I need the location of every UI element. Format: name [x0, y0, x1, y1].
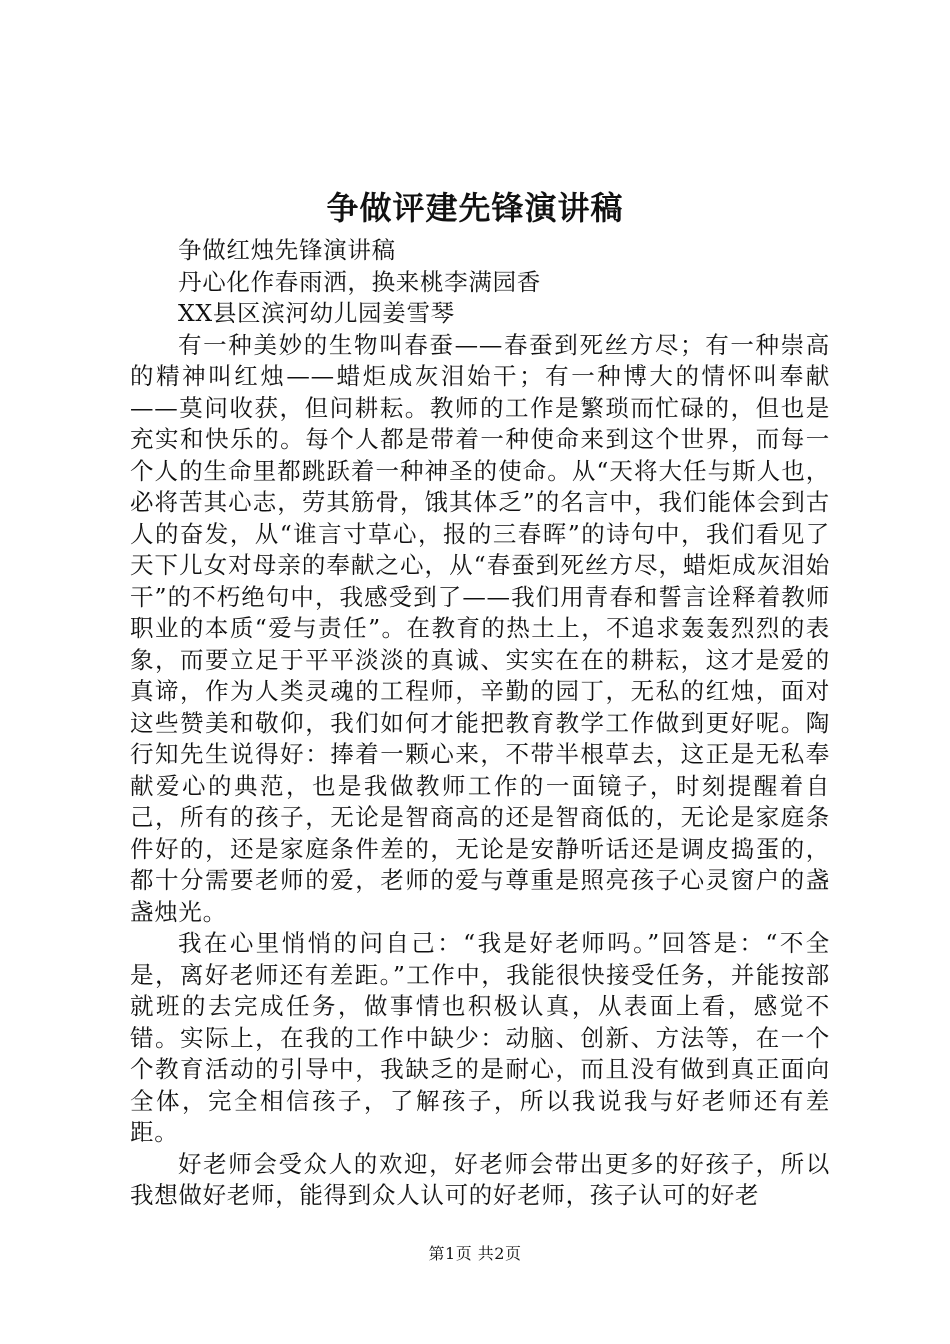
speech-title-line: 争做红烛先锋演讲稿: [178, 236, 396, 264]
speech-subtitle-line: 丹心化作春雨洒，换来桃李满园香: [178, 267, 541, 296]
document-body: [130, 235, 830, 1212]
document-title: 争做评建先锋演讲稿: [326, 189, 624, 227]
paragraph-1: 有一种美妙的生物叫春蚕——春蚕到死丝方尽；有一种崇高的精神叫红烛——蜡炬成灰泪始干；有一种博大的情怀叫奉献——莫问收获，但问耕耘。教师的工作是繁琐而忙碌的，但也是充实和快乐的。每个人都是带着一种使命来到这个世界，而每一个人的生命里都跳跃着一种神圣的使命。从“天将大任与斯人也，必将苦其心志，劳其筋骨，饿其体乏”的名言中，我们能体会到古人的奋发，从“谁言寸草心，报的三春晖”的诗句中，我们看见了天下儿女对母亲的奉献之心，从“春蚕到死丝方尽，蜡炬成灰泪始干”的不朽绝句中，我感受到了——我们用青春和誓言诠释着教师职业的本质“爱与责任”。在教育的热土上，不追求轰轰烈烈的表象，而要立足于平平淡淡的真诚、实实在在的耕耘，这才是爱的真谛，作为人类灵魂的工程师，辛勤的园丁，无私的红烛，面对这些赞美和敬仰，我们如何才能把教育教学工作做到更好呢。陶行知先生说得好：捧着一颗心来，不带半根草去，这正是无私奉献爱心的典范，也是我做教师工作的一面镜子，时刻提醒着自己，所有的孩子，无论是智商高的还是智商低的，无论是家庭条件好的，还是家庭条件差的，无论是安静听话还是调皮捣蛋的，都十分需要老师的爱，老师的爱与尊重是照亮孩子心灵窗户的盏盏烛光。: [130, 330, 830, 926]
paragraph-3: 好老师会受众人的欢迎，好老师会带出更多的好孩子，所以我想做好老师，能得到众人认可的好老师，孩子认可的好老: [130, 1149, 830, 1209]
author-line: XX县区滨河幼儿园姜雪琴: [178, 299, 455, 327]
page-number-footer: 第1页 共2页: [428, 1244, 522, 1263]
paragraph-2: 我在心里悄悄的问自己：“我是好老师吗。”回答是：“不全是，离好老师还有差距。”工作中，我能很快接受任务，并能按部就班的去完成任务，做事情也积极认真，从表面上看，感觉不错。实际上，在我的工作中缺少：动脑、创新、方法等，在一个个教育活动的引导中，我缺乏的是耐心，而且没有做到真正面向全体，完全相信孩子，了解孩子，所以我说我与好老师还有差距。: [130, 929, 830, 1146]
